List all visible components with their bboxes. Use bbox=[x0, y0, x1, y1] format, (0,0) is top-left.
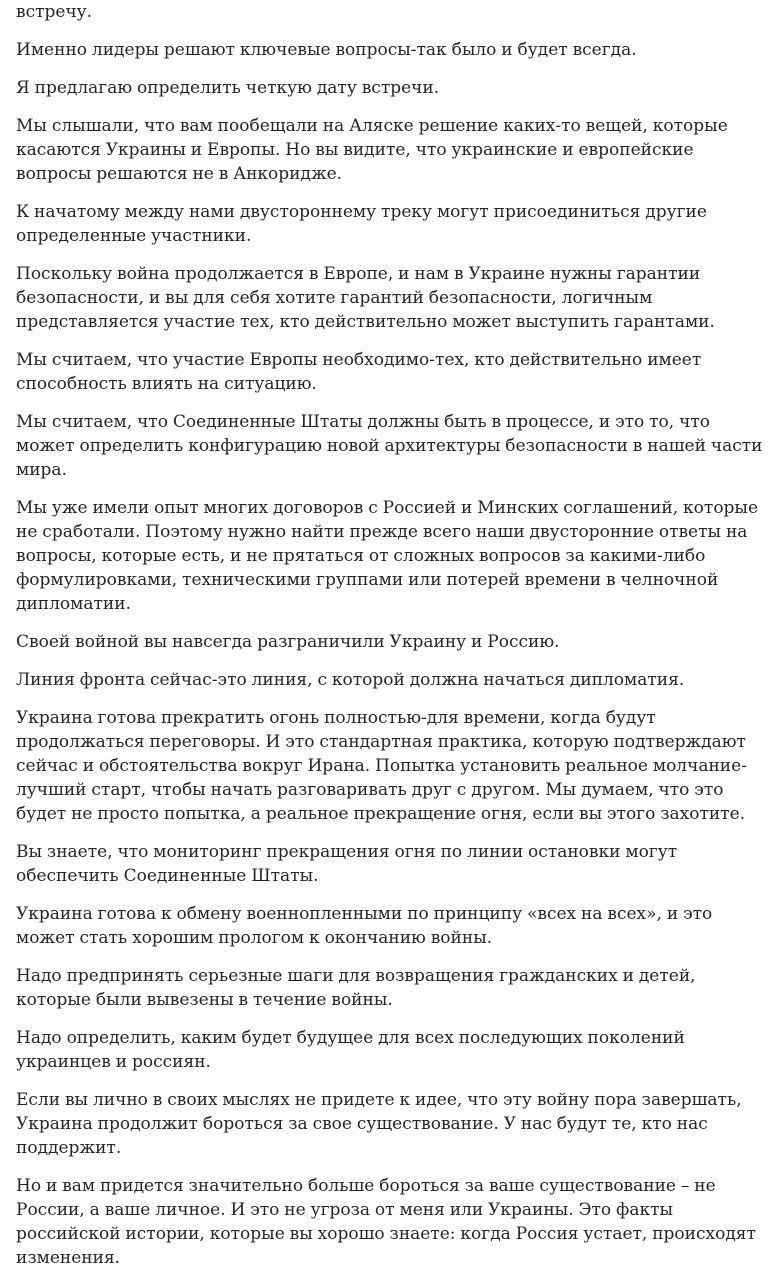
paragraph-9: Мы уже имели опыт многих договоров с Россией и Минских соглашений, которые не сработали. Поэтому нужно найти прежде всего наши двусторонние ответы на вопросы, которые есть, и не прятаться от сложных вопросов за какими-либо формулировками, техническими группами или потерей времени в челночной дипломатии. bbox=[16, 498, 759, 614]
paragraph-5: К начатому между нами двустороннему треку могут присоединиться другие определенные участники. bbox=[16, 202, 707, 246]
paragraph-12: Украина готова прекратить огонь полностью-для времени, когда будут продолжаться переговоры. И это стандартная практика, которую подтверждают сейчас и обстоятельства вокруг Ирана. Попытка установить реальное молчание-лучший старт, чтобы начать разговаривать друг с другом. Мы думаем, что это будет не просто попытка, а реальное прекращение огня, если вы этого захотите. bbox=[16, 708, 747, 824]
paragraph-13: Вы знаете, что мониторинг прекращения огня по линии остановки могут обеспечить Соединенные Штаты. bbox=[16, 842, 678, 886]
paragraph-6: Поскольку война продолжается в Европе, и нам в Украине нужны гарантии безопасности, и вы для себя хотите гарантий безопасности, логичным представляется участие тех, кто действительно может выступить гарантами. bbox=[16, 264, 715, 332]
paragraph-14: Украина готова к обмену военнопленными по принципу «всех на всех», и это может стать хорошим прологом к окончанию войны. bbox=[16, 904, 713, 948]
article-body bbox=[16, 0, 768, 1284]
paragraph-7: Мы считаем, что участие Европы необходимо-тех, кто действительно имеет способность влиять на ситуацию. bbox=[16, 350, 702, 394]
paragraph-3: Я предлагаю определить четкую дату встречи. bbox=[16, 78, 440, 98]
paragraph-18: Но и вам придется значительно больше бороться за ваше существование – не России, а ваше личное. И это не угроза от меня или Украины. Это факты российской истории, которые вы хорошо знаете: когда Россия устает, происходят изменения. bbox=[16, 1176, 756, 1268]
paragraph-17: Если вы лично в своих мыслях не придете к идее, что эту войну пора завершать, Украина продолжит бороться за свое существование. У нас будут те, кто нас поддержит. bbox=[16, 1090, 742, 1158]
paragraph-2: Именно лидеры решают ключевые вопросы-так было и будет всегда. bbox=[16, 40, 637, 60]
paragraph-10: Своей войной вы навсегда разграничили Украину и Россию. bbox=[16, 632, 560, 652]
paragraph-15: Надо предпринять серьезные шаги для возвращения гражданских и детей, которые были вывезены в течение войны. bbox=[16, 966, 696, 1010]
paragraph-16: Надо определить, каким будет будущее для всех последующих поколений украинцев и россиян. bbox=[16, 1028, 685, 1072]
paragraph-4: Мы слышали, что вам пообещали на Аляске решение каких-то вещей, которые касаются Украины и Европы. Но вы видите, что украинские и европейские вопросы решаются не в Анкоридже. bbox=[16, 116, 728, 184]
paragraph-8: Мы считаем, что Соединенные Штаты должны быть в процессе, и это то, что может определить конфигурацию новой архитектуры безопасности в нашей части мира. bbox=[16, 412, 763, 480]
paragraph-1: встречу. bbox=[16, 2, 93, 22]
paragraph-11: Линия фронта сейчас-это линия, с которой должна начаться дипломатия. bbox=[16, 670, 685, 690]
